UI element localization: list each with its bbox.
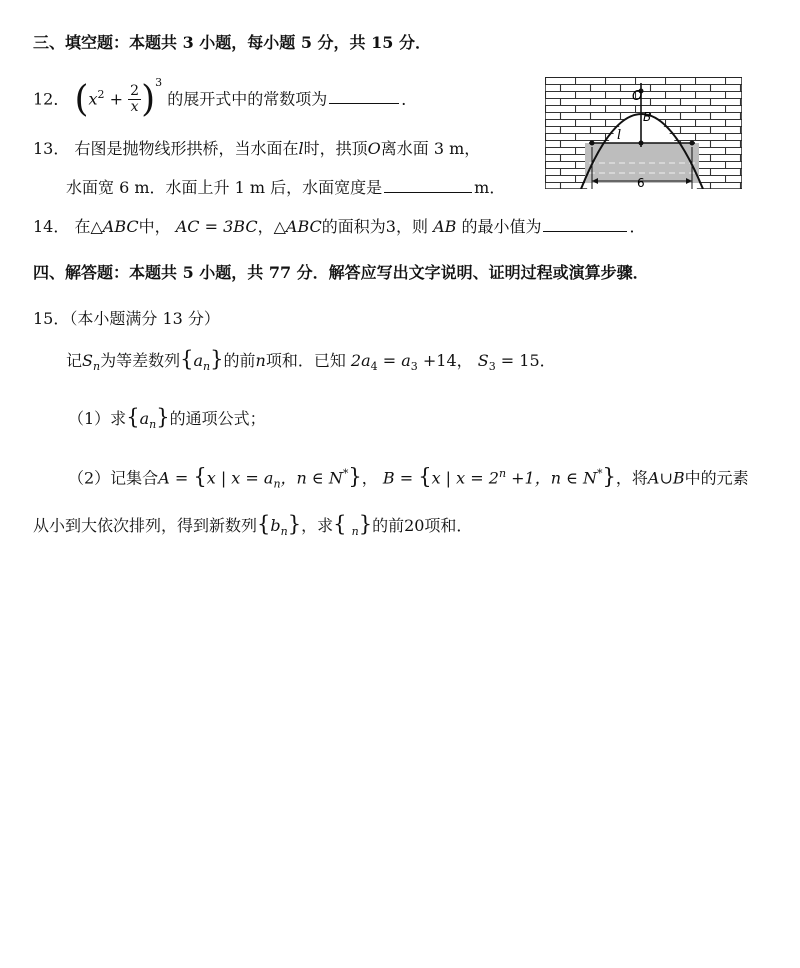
- text: 为等差数列: [100, 351, 181, 370]
- plus-sign: +: [109, 89, 124, 109]
- eq-15: = 15．: [495, 351, 556, 370]
- var-n: n: [255, 351, 266, 370]
- sub-3: 3: [410, 360, 418, 374]
- var-O: O: [367, 139, 381, 158]
- close-paren: ): [141, 78, 156, 120]
- set-B-body: x | x = 2: [431, 468, 499, 488]
- question-15-part-2-line-2: 从小到大依次排列，得到新数列$\{b_n\}$，求{ $_n$}的前20项和．: [33, 512, 473, 539]
- q13-text-a: 右图是抛物线形拱桥，当水面在: [74, 139, 299, 158]
- equals: =: [169, 468, 194, 488]
- part-label: （2）记集合: [68, 468, 159, 488]
- question-14: [33, 215, 646, 238]
- base-var: x: [88, 89, 98, 109]
- q14-text-b: 中，: [138, 217, 171, 236]
- open-paren: (: [74, 78, 89, 120]
- answer-blank: [329, 87, 399, 104]
- equals: =: [394, 468, 419, 488]
- question-number: 13．: [33, 139, 70, 158]
- side-ab: AB: [433, 217, 457, 236]
- answer-blank: [543, 215, 627, 232]
- label-6: 6: [637, 176, 645, 189]
- sub-n: n: [351, 525, 359, 539]
- fraction-denominator: x: [130, 99, 139, 116]
- sub-n: n: [203, 360, 211, 374]
- eq-a3: = a: [377, 351, 411, 370]
- question-13-line-2: [66, 176, 505, 199]
- text: 的通项公式；: [169, 409, 266, 428]
- eq-plus14: +14，: [417, 351, 473, 370]
- question-13-line-1: [33, 138, 480, 160]
- q12-text: 的展开式中的常数项为: [167, 89, 328, 109]
- set-B: B: [382, 468, 395, 488]
- sub-n: n: [273, 477, 281, 491]
- triangle-abc-2: △ABC: [273, 217, 322, 236]
- text: ，将: [615, 468, 648, 488]
- q13-text-d: 水面宽 6 m．水面上升 1 m 后，水面宽度是: [66, 178, 383, 197]
- outer-power: 3: [155, 76, 163, 89]
- ac-equation: AC = 3BC: [175, 217, 258, 236]
- var-a: a: [193, 351, 204, 370]
- label-l: l: [617, 128, 622, 143]
- part-label: （1）求: [68, 409, 127, 428]
- text: 中的元素: [684, 468, 749, 488]
- question-12: [33, 76, 418, 120]
- text: 记: [66, 351, 83, 370]
- text: 的前: [223, 351, 256, 370]
- star: *: [342, 467, 349, 480]
- arch-bridge-figure: [545, 77, 742, 189]
- text: 的前20项和．: [372, 516, 473, 535]
- label-O: O: [632, 89, 643, 104]
- var-l: l: [298, 139, 304, 158]
- q14-text-a: 在: [74, 217, 91, 236]
- base-power: 2: [97, 88, 105, 101]
- period: ．: [629, 217, 646, 236]
- question-15-part-2-line-1: （2）记集合A = {x | $x = a_n$，n ∈ N*}， B = {x | $x = 2^n +1$，n ∈ N*}，将A∪B中的元素: [68, 464, 749, 491]
- sub-n: n: [92, 360, 101, 374]
- sub-n: n: [149, 418, 157, 432]
- text: ，求: [301, 516, 334, 535]
- answer-blank: [384, 176, 472, 193]
- label-B: B: [643, 110, 652, 124]
- q13-text-c: 离水面 3 m，: [380, 139, 481, 158]
- q14-text-e: 的最小值为: [461, 217, 542, 236]
- period: ．: [401, 89, 418, 109]
- union: A∪B: [647, 468, 685, 488]
- arch-bridge-diagram: [545, 77, 742, 189]
- var-S3: S: [477, 351, 489, 370]
- set-B-cond: +1，n ∈ N: [506, 468, 598, 488]
- q14-comma: ，: [257, 217, 274, 236]
- comma: ，: [361, 468, 378, 488]
- sub-3: 3: [488, 360, 496, 374]
- question-15-intro: 记$S_n$为等差数列$\{a_n\}$的前n项和．已知 $2a_4 = a_3 +14$， $S_3 = 15$．: [66, 347, 556, 374]
- sub-4: 4: [370, 360, 378, 374]
- fraction: [128, 84, 141, 115]
- question-15-part-1: （1）求$\{a_n\}$的通项公式；: [68, 405, 266, 432]
- section-3-heading: 三、填空题：本题共 3 小题，每小题 5 分，共 15 分．: [33, 33, 431, 52]
- var-a: a: [139, 409, 150, 428]
- sub-n: n: [280, 525, 288, 539]
- triangle-abc: △ABC: [90, 217, 139, 236]
- var-b: b: [270, 516, 281, 535]
- question-number: 14．: [33, 217, 70, 236]
- question-number: 12．: [33, 89, 70, 109]
- q13-text-b: 时，拱顶: [303, 139, 368, 158]
- q13-unit: m．: [474, 178, 506, 197]
- set-A-cond: ，n ∈ N: [280, 468, 343, 488]
- text: 项和．已知: [265, 351, 346, 370]
- sup-n: n: [498, 467, 507, 480]
- set-A: A: [158, 468, 170, 488]
- star: *: [597, 467, 603, 480]
- text: 从小到大依次排列，得到新数列: [33, 516, 258, 535]
- set-A-body: x | x = a: [206, 468, 274, 488]
- section-4-heading: 四、解答题：本题共 5 小题，共 77 分．解答应写出文字说明、证明过程或演算步骤．: [33, 263, 649, 282]
- fraction-numerator: 2: [130, 83, 140, 100]
- var-S: S: [82, 351, 93, 370]
- q14-text-d: 的面积为3，则: [321, 217, 428, 236]
- question-15-header: 15．（本小题满分 13 分）: [33, 309, 220, 328]
- eq-2a: 2a: [350, 351, 371, 370]
